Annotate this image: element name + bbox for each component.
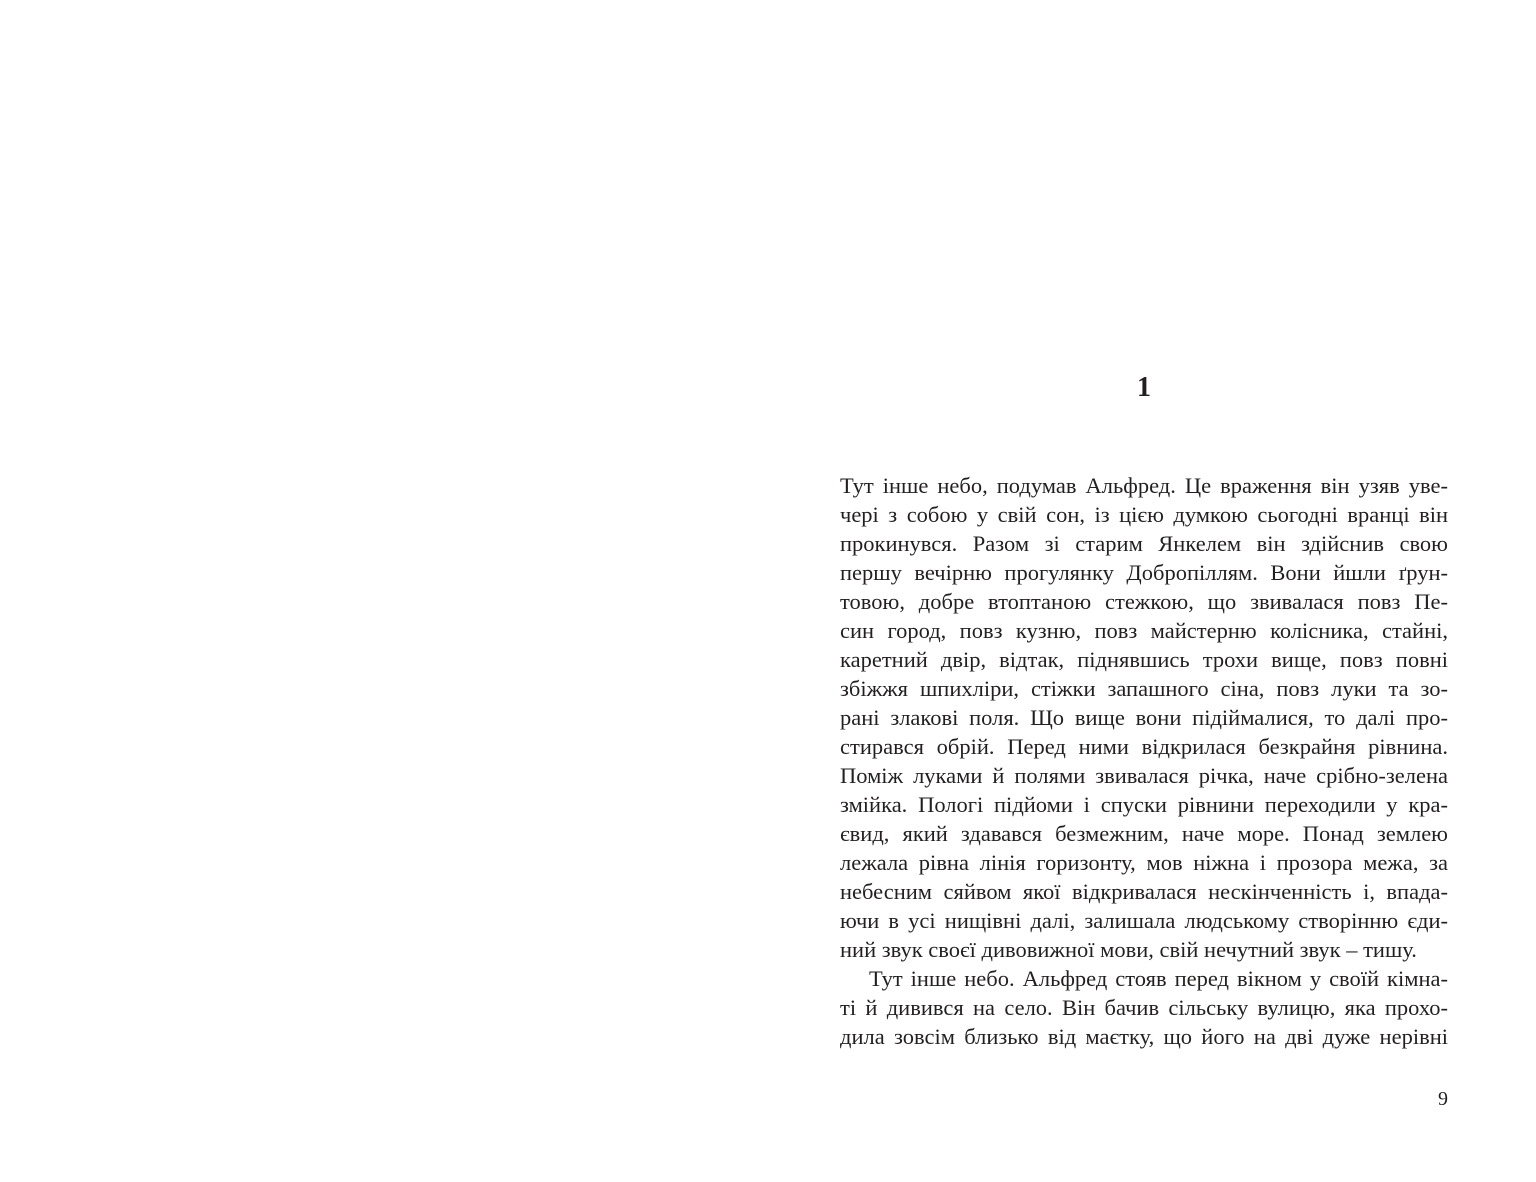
text-line: ний звук своєї дивовижної мови, свій нечутний звук – тишу. [840, 937, 1417, 962]
text-line: товою, добре втоптаною стежкою, що звивалася повз Пе- [840, 589, 1448, 614]
chapter-number: 1 [1137, 372, 1151, 403]
text-line: дила зовсім близько від маєтку, що його на дві дуже нерівні [840, 1024, 1448, 1049]
text-line: ючи в усі нищівні далі, залишала людському створінню єди- [840, 908, 1448, 933]
text-line: євид, який здавався безмежним, наче море. Понад землею [840, 821, 1448, 846]
text-line: лежала рівна лінія горизонту, мов ніжна і прозора межа, за [840, 850, 1448, 875]
text-line: Тут інше небо. Альфред стояв перед вікном у своїй кімна- [869, 966, 1448, 991]
text-line: стирався обрій. Перед ними відкрилася безкрайня рівнина. [840, 734, 1448, 759]
text-line: небесним сяйвом якої відкривалася нескінченність і, впада- [840, 879, 1448, 904]
chapter-body-text [840, 471, 1448, 1051]
text-line: прокинувся. Разом зі старим Янкелем він здійснив свою [840, 531, 1448, 556]
text-line: рані злакові поля. Що вище вони підіймалися, то далі про- [840, 705, 1448, 730]
text-line: Тут інше небо, подумав Альфред. Це враження він узяв уве- [840, 473, 1448, 498]
right-page [768, 0, 1536, 1182]
text-line: каретний двір, відтак, піднявшись трохи вище, повз повні [840, 647, 1448, 672]
text-line: змійка. Пологі підйоми і спуски рівнини переходили у кра- [840, 792, 1448, 817]
text-line: збіжжя шпихліри, стіжки запашного сіна, повз луки та зо- [840, 676, 1448, 701]
page-number: 9 [1438, 1088, 1448, 1110]
text-line: син город, повз кузню, повз майстерню колісника, стайні, [840, 618, 1448, 643]
text-line: чері з собою у свій сон, із цією думкою сьогодні вранці він [840, 502, 1448, 527]
text-line: Поміж луками й полями звивалася річка, наче срібно-зелена [840, 763, 1448, 788]
text-line: ті й дивився на село. Він бачив сільську вулицю, яка прохо- [840, 995, 1448, 1020]
text-line: першу вечірню прогулянку Добропіллям. Вони йшли ґрун- [840, 560, 1448, 585]
